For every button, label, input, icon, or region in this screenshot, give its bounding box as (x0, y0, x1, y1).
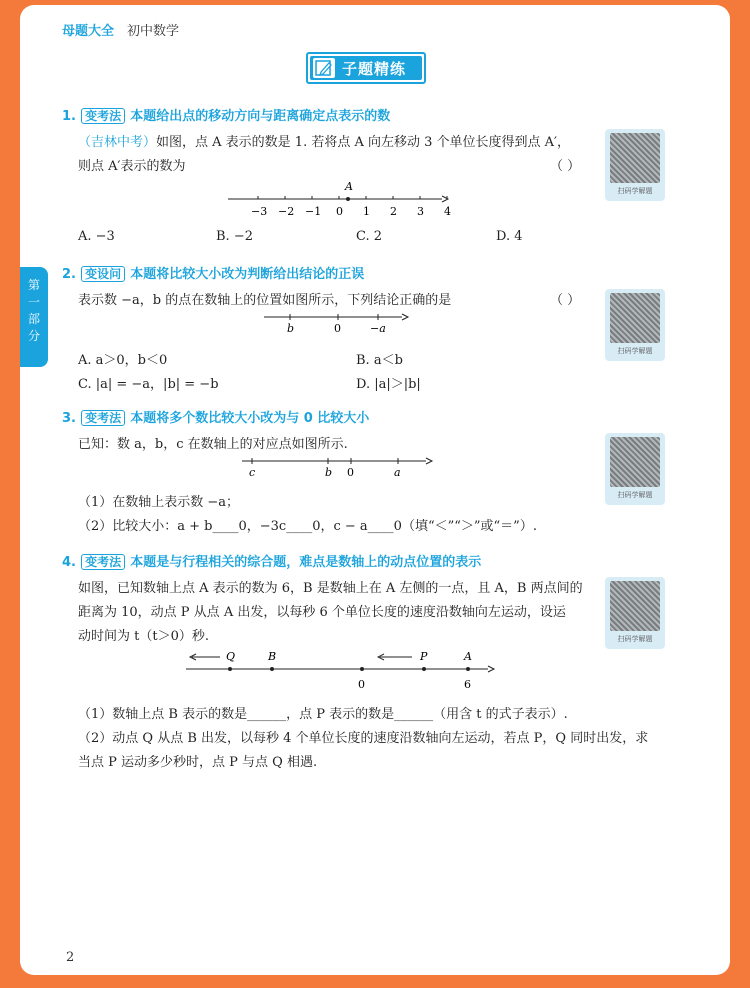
qr-code-4[interactable]: 扫码学解题 (605, 577, 665, 649)
question-tag: 变考法 (81, 410, 125, 426)
point-a (346, 197, 350, 201)
label-p: P (420, 650, 428, 663)
label-zero: 0 (347, 466, 354, 479)
section-banner (306, 52, 426, 84)
side-tab[interactable] (20, 267, 48, 367)
option-c[interactable]: C. 2 (356, 229, 383, 244)
number-line-1 (220, 177, 450, 225)
question-tag: 变设问 (81, 266, 125, 282)
tick-label: 0 (336, 205, 343, 218)
qr-code-icon (610, 581, 660, 631)
qr-code-3[interactable]: 扫码学解题 (605, 433, 665, 505)
question-description: 本题是与行程相关的综合题，难点是数轴上的动点位置的表示 (130, 555, 482, 570)
question-number: 4. (62, 555, 76, 570)
question-description: 本题将比较大小改为判断给出结论的正误 (130, 267, 365, 282)
question-3-line1: 已知：数 a，b，c 在数轴上的对应点如图所示. (78, 437, 348, 452)
question-1-header (62, 105, 390, 124)
tick-label: −2 (278, 205, 295, 218)
question-1-line2: 则点 A′表示的数为 (78, 159, 186, 174)
question-3-header (62, 407, 369, 426)
point-zero (360, 667, 364, 671)
question-tag: 变考法 (81, 554, 125, 570)
label-b: B (268, 650, 277, 663)
page-number: 2 (66, 950, 75, 965)
side-tab-label: 第一部分 (27, 278, 40, 343)
tick-label: −3 (251, 205, 268, 218)
qr-code-1[interactable]: 扫码学解题 (605, 129, 665, 201)
number-line-4 (180, 645, 500, 693)
label-a: A (464, 650, 472, 663)
question-tag: 变考法 (81, 108, 125, 124)
label-zero: 0 (334, 322, 341, 335)
qr-code-icon (610, 293, 660, 343)
header-subject: 初中数学 (127, 24, 180, 39)
question-description: 本题将多个数比较大小改为与 0 比较大小 (130, 411, 370, 426)
number-line-2 (260, 305, 410, 339)
point-p (422, 667, 426, 671)
question-number: 3. (62, 411, 76, 426)
point-q (228, 667, 232, 671)
answer-bracket: （ ） (550, 293, 581, 308)
qr-code-2[interactable]: 扫码学解题 (605, 289, 665, 361)
question-4-header (62, 551, 481, 570)
label-c: c (249, 466, 256, 479)
tick-label: 4 (444, 205, 451, 218)
label-q: Q (226, 650, 236, 663)
question-4-line2: 距离为 10，动点 P 从点 A 出发，以每秒 6 个单位长度的速度沿数轴向左运动，设运 (78, 605, 566, 620)
question-2-header (62, 263, 364, 282)
qr-code-icon (610, 437, 660, 487)
tick-label: −1 (305, 205, 322, 218)
option-a[interactable]: A. −3 (78, 229, 115, 244)
question-2-line1: 表示数 −a，b 的点在数轴上的位置如图所示，下列结论正确的是 (78, 293, 452, 308)
question-4-sub1: （1）数轴上点 B 表示的数是______，点 P 表示的数是______（用含 t 的式子表示）. (78, 707, 568, 722)
tick-zero: 0 (358, 678, 365, 691)
question-source: （吉林中考） (78, 135, 157, 150)
point-a (466, 667, 470, 671)
label-neg-a: −a (370, 322, 386, 335)
workbook-page (20, 5, 730, 975)
question-1-line1: （吉林中考）如图，点 A 表示的数是 1. 若将点 A 向左移动 3 个单位长度得到点 A′， (78, 135, 570, 150)
point-a-label: A (345, 180, 353, 193)
question-description: 本题给出点的移动方向与距离确定点表示的数 (130, 109, 391, 124)
option-c[interactable]: C. |a| = −a，|b| = −b (78, 377, 219, 392)
header-brand: 母题大全 (62, 24, 115, 39)
question-3-sub2: （2）比较大小：a + b____0，−3c____0，c − a____0（填“＜”“＞”或“＝”）. (78, 519, 537, 534)
number-line-3 (238, 449, 434, 483)
question-4-sub3: 当点 P 运动多少秒时，点 P 与点 Q 相遇. (78, 755, 318, 770)
answer-bracket: （ ） (550, 159, 581, 174)
point-b (270, 667, 274, 671)
option-b[interactable]: B. a＜b (356, 353, 403, 368)
question-number: 1. (62, 109, 76, 124)
label-b: b (287, 322, 295, 335)
tick-label: 1 (363, 205, 370, 218)
question-4-line1: 如图，已知数轴上点 A 表示的数为 6，B 是数轴上在 A 左侧的一点，且 A，B 两点间的 (78, 581, 583, 596)
qr-code-icon (610, 133, 660, 183)
question-3-sub1: （1）在数轴上表示数 −a； (78, 495, 240, 510)
question-4-sub2: （2）动点 Q 从点 B 出发，以每秒 4 个单位长度的速度沿数轴向左运动，若点 P，Q 同时出发，求 (78, 731, 649, 746)
tick-label: 3 (417, 205, 424, 218)
tick-label: 2 (390, 205, 397, 218)
label-a: a (394, 466, 401, 479)
tick-six: 6 (464, 678, 471, 691)
option-d[interactable]: D. |a|＞|b| (356, 377, 421, 392)
question-number: 2. (62, 267, 76, 282)
label-b: b (325, 466, 333, 479)
option-b[interactable]: B. −2 (216, 229, 253, 244)
option-a[interactable]: A. a＞0，b＜0 (78, 353, 168, 368)
pencil-icon (313, 58, 335, 78)
question-4-line3: 动时间为 t（t＞0）秒. (78, 629, 209, 644)
option-d[interactable]: D. 4 (496, 229, 523, 244)
section-title: 子题精练 (342, 60, 407, 78)
